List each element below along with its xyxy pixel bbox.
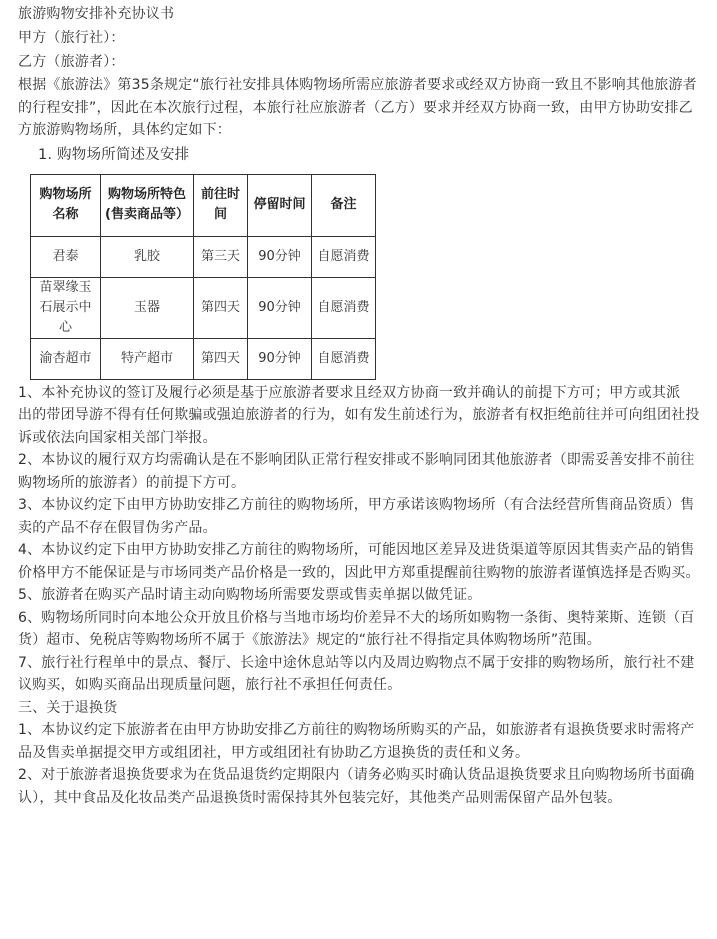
header-feature: 购物场所特色(售卖商品等）	[101, 174, 194, 236]
cell-note: 自愿消费	[312, 338, 376, 379]
clause-5: 5、旅游者在购买产品时请主动向购物场所需要发票或售卖单据以做凭证。	[18, 587, 482, 603]
agreement-document	[18, 2, 706, 809]
clause-2: 2、本协议的履行双方均需确认是在不影响团队正常行程安排或不影响同团其他旅游者（即需妥善安排不前往购物场所的旅游者）的前提下方可。	[18, 452, 695, 491]
cell-name: 渝杏超市	[31, 338, 101, 379]
header-name: 购物场所名称	[31, 174, 101, 236]
header-duration: 停留时间	[248, 174, 312, 236]
clause-3: 3、本协议约定下由甲方协助安排乙方前往的购物场所，甲方承诺该购物场所（有合法经营所售商品资质）售卖的产品不存在假冒伪劣产品。	[18, 497, 695, 536]
shopping-table	[30, 174, 376, 380]
cell-note: 自愿消费	[312, 277, 376, 338]
cell-feature: 玉器	[101, 277, 194, 338]
clause-6: 6、购物场所同时向本地公众开放且价格与当地市场均价差异不大的场所如购物一条街、奥特莱斯、连锁（百货）超市、免税店等购物场所不属于《旅游法》规定的“旅行社不得指定具体购物场所”范围。	[18, 609, 695, 648]
cell-time: 第四天	[194, 277, 248, 338]
cell-duration: 90分钟	[248, 277, 312, 338]
clause-1-line-2: 出的带团导游不得有任何欺骗或强迫旅游者的行为，如有发生前述行为，旅游者有权拒绝前往并可向组团社投诉或依法向国家相关部门举报。	[18, 407, 700, 446]
cell-note: 自愿消费	[312, 236, 376, 277]
clause-7: 7、旅行社行程单中的景点、餐厅、长途中途休息站等以内及周边购物点不属于安排的购物场所，旅行社不建议购买，如购买商品出现质量问题，旅行社不承担任何责任。	[18, 654, 695, 693]
cell-feature: 特产超市	[101, 338, 194, 379]
cell-name: 君泰	[31, 236, 101, 277]
table-row	[31, 338, 376, 379]
return-clause-2: 2、对于旅游者退换货要求为在货品退货约定期限内（请务必购买时确认货品退换货要求且向购物场所书面确认），其中食品及化妆品类产品退换货时需保持其外包装完好，其他类产品则需保留产品外包装。	[18, 767, 695, 806]
clause-1-line-1: 1、本补充协议的签订及履行必须是基于应旅游者要求且经双方协商一致并确认的前提下方可；甲方或其派	[18, 384, 681, 401]
section-1-heading: 1. 购物场所简述及安排	[38, 146, 190, 163]
document-title: 旅游购物安排补充协议书	[18, 6, 175, 22]
party-b-line: 乙方（旅游者）：	[18, 54, 125, 70]
table-row	[31, 236, 376, 277]
party-a-line: 甲方（旅行社）：	[18, 30, 125, 46]
table-row	[31, 277, 376, 338]
cell-name: 苗翠缘玉石展示中心	[31, 277, 101, 338]
cell-feature: 乳胶	[101, 236, 194, 277]
cell-duration: 90分钟	[248, 338, 312, 379]
cell-time: 第四天	[194, 338, 248, 379]
section-3-heading: 三、关于退换货	[18, 699, 118, 716]
header-note: 备注	[312, 174, 376, 236]
cell-duration: 90分钟	[248, 236, 312, 277]
return-clause-1: 1、本协议约定下旅游者在由甲方协助安排乙方前往的购物场所购买的产品，如旅游者有退换货要求时需将产品及售卖单据提交甲方或组团社，甲方或组团社有协助乙方退换货的责任和义务。	[18, 722, 695, 761]
intro-paragraph: 根据《旅游法》第35条规定“旅行社安排具体购物场所需应旅游者要求或经双方协商一致且不影响其他旅游者的行程安排”，因此在本次旅行过程，本旅行社应旅游者（乙方）要求并经双方协商一致，由甲方协助安排乙方旅游购物场所，具体约定如下：	[18, 77, 697, 138]
table-header-row	[31, 174, 376, 236]
cell-time: 第三天	[194, 236, 248, 277]
header-time: 前往时间	[194, 174, 248, 236]
clause-4: 4、本协议约定下由甲方协助安排乙方前往的购物场所，可能因地区差异及进货渠道等原因其售卖产品的销售价格甲方不能保证是与市场同类产品价格是一致的，因此甲方郑重提醒前往购物的旅游者谨慎选择是否购买。	[18, 542, 700, 581]
